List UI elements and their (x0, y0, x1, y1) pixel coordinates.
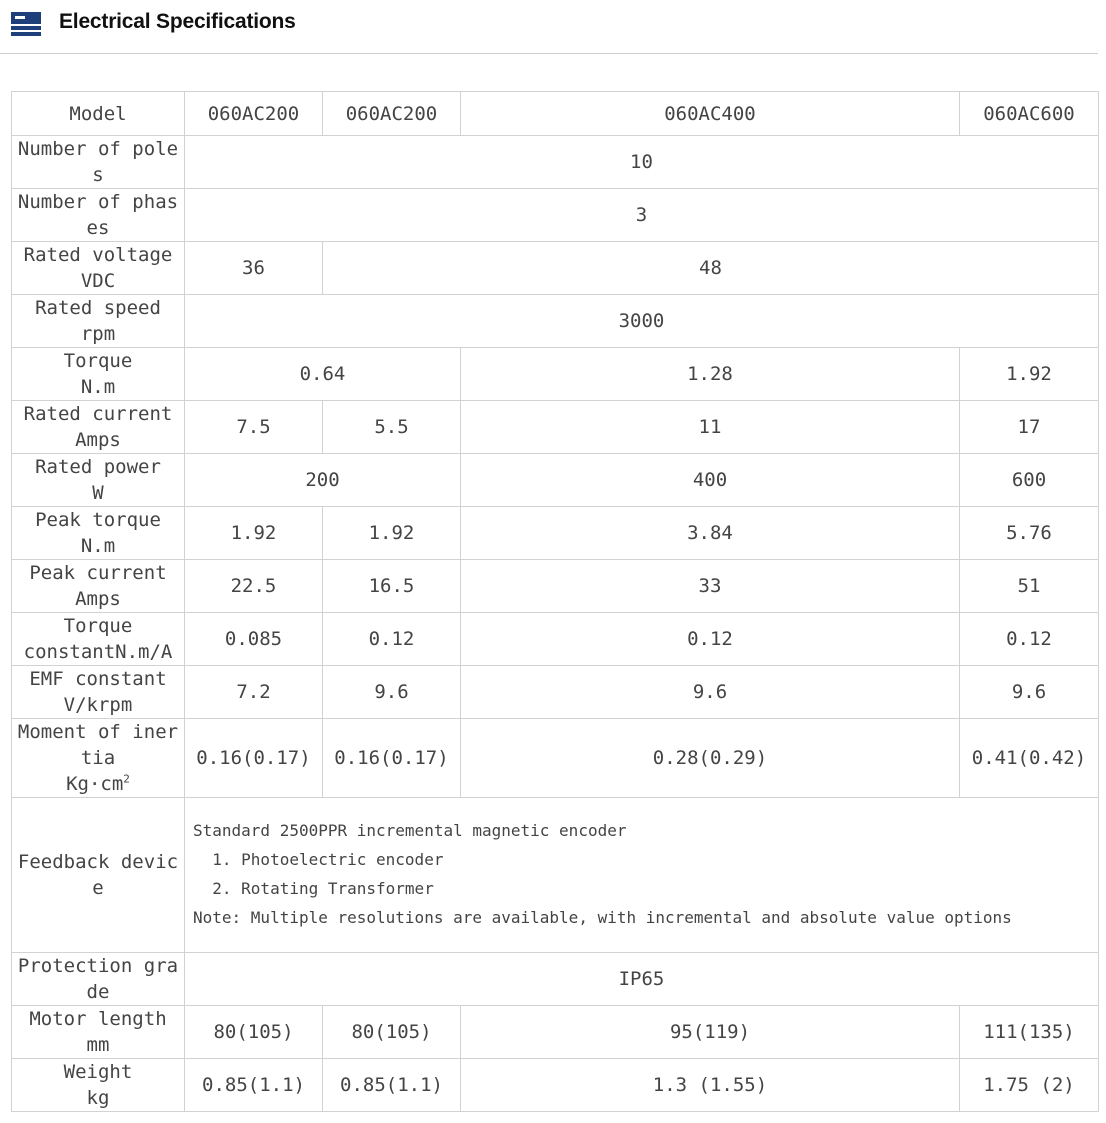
value-cell: 3.84 (461, 507, 960, 560)
value-cell: 1.75 (2) (960, 1059, 1099, 1112)
value-cell: 10 (185, 136, 1099, 189)
row-label-torque-constant: Torque constantN.m/A (12, 613, 185, 666)
value-cell: 0.085 (185, 613, 323, 666)
value-cell: 0.64 (185, 348, 461, 401)
row-label-protection: Protection grade (12, 953, 185, 1006)
value-cell: 1.28 (461, 348, 960, 401)
row-label-feedback: Feedback device (12, 798, 185, 953)
value-cell: 1.92 (960, 348, 1099, 401)
value-cell: 7.5 (185, 401, 323, 454)
row-label-phases: Number of phases (12, 189, 185, 242)
value-cell: 9.6 (323, 666, 461, 719)
value-cell: 9.6 (461, 666, 960, 719)
value-cell: 51 (960, 560, 1099, 613)
model-header: 060AC600 (960, 92, 1099, 136)
table-row-torque-constant (12, 613, 1099, 666)
table-row-speed (12, 295, 1099, 348)
value-cell: 33 (461, 560, 960, 613)
value-cell: 5.76 (960, 507, 1099, 560)
value-cell: 16.5 (323, 560, 461, 613)
value-cell: 111(135) (960, 1006, 1099, 1059)
row-label-inertia: Moment of inertia $Kg\cdot cm^2$ (12, 719, 185, 798)
value-cell: 3 (185, 189, 1099, 242)
table-row-torque (12, 348, 1099, 401)
row-label-emf: EMF constant V/krpm (12, 666, 185, 719)
table-row-poles (12, 136, 1099, 189)
value-cell: 95(119) (461, 1006, 960, 1059)
value-cell: 0.12 (461, 613, 960, 666)
value-cell: 9.6 (960, 666, 1099, 719)
table-row-current (12, 401, 1099, 454)
row-label-length: Motor length mm (12, 1006, 185, 1059)
value-cell: 1.92 (185, 507, 323, 560)
value-cell: IP65 (185, 953, 1099, 1006)
value-cell: 200 (185, 454, 461, 507)
row-label-voltage: Rated voltage VDC (12, 242, 185, 295)
value-cell: 48 (323, 242, 1099, 295)
row-label-torque: Torque N.m (12, 348, 185, 401)
value-cell: 0.85(1.1) (323, 1059, 461, 1112)
value-cell: 17 (960, 401, 1099, 454)
table-row-peak-torque (12, 507, 1099, 560)
value-cell: 80(105) (323, 1006, 461, 1059)
value-cell: 0.12 (323, 613, 461, 666)
feedback-note: Note: Multiple resolutions are available, with incremental and absolute value options (193, 908, 1012, 927)
row-label-speed: Rated speed rpm (12, 295, 185, 348)
value-cell: 22.5 (185, 560, 323, 613)
value-cell: 3000 (185, 295, 1099, 348)
row-label-peak-torque: Peak torque N.m (12, 507, 185, 560)
model-header: 060AC200 (185, 92, 323, 136)
row-label-peak-current: Peak current Amps (12, 560, 185, 613)
value-cell: 36 (185, 242, 323, 295)
row-label-power: Rated power W (12, 454, 185, 507)
feedback-line: 2. Rotating Transformer (193, 879, 434, 898)
value-cell: 1.3 (1.55) (461, 1059, 960, 1112)
value-cell: 5.5 (323, 401, 461, 454)
table-row-protection (12, 953, 1099, 1006)
table-row-voltage (12, 242, 1099, 295)
value-cell: 600 (960, 454, 1099, 507)
value-cell: 0.16(0.17) (323, 719, 461, 798)
table-row-power (12, 454, 1099, 507)
row-label-poles: Number of poles (12, 136, 185, 189)
electrical-specifications-table (11, 91, 1099, 1112)
value-cell: 7.2 (185, 666, 323, 719)
value-cell: 0.85(1.1) (185, 1059, 323, 1112)
row-label-weight: Weight kg (12, 1059, 185, 1112)
value-cell: 80(105) (185, 1006, 323, 1059)
table-row-feedback (12, 798, 1099, 953)
table-row-phases (12, 189, 1099, 242)
model-header: 060AC400 (461, 92, 960, 136)
table-row-inertia (12, 719, 1099, 798)
table-row-model (12, 92, 1099, 136)
value-cell: 400 (461, 454, 960, 507)
value-cell: 0.41(0.42) (960, 719, 1099, 798)
value-cell: 0.12 (960, 613, 1099, 666)
table-row-weight (12, 1059, 1099, 1112)
feedback-description (185, 798, 1099, 953)
table-icon (11, 12, 41, 36)
value-cell: 0.28(0.29) (461, 719, 960, 798)
row-label-model: Model (12, 92, 185, 136)
value-cell: 0.16(0.17) (185, 719, 323, 798)
section-header (0, 0, 1098, 54)
section-title: Electrical Specifications (59, 10, 296, 33)
feedback-line: 1. Photoelectric encoder (193, 850, 444, 869)
table-row-emf (12, 666, 1099, 719)
model-header: 060AC200 (323, 92, 461, 136)
feedback-line: Standard 2500PPR incremental magnetic encoder (193, 821, 627, 840)
row-label-current: Rated current Amps (12, 401, 185, 454)
value-cell: 1.92 (323, 507, 461, 560)
value-cell: 11 (461, 401, 960, 454)
table-row-peak-current (12, 560, 1099, 613)
table-row-length (12, 1006, 1099, 1059)
